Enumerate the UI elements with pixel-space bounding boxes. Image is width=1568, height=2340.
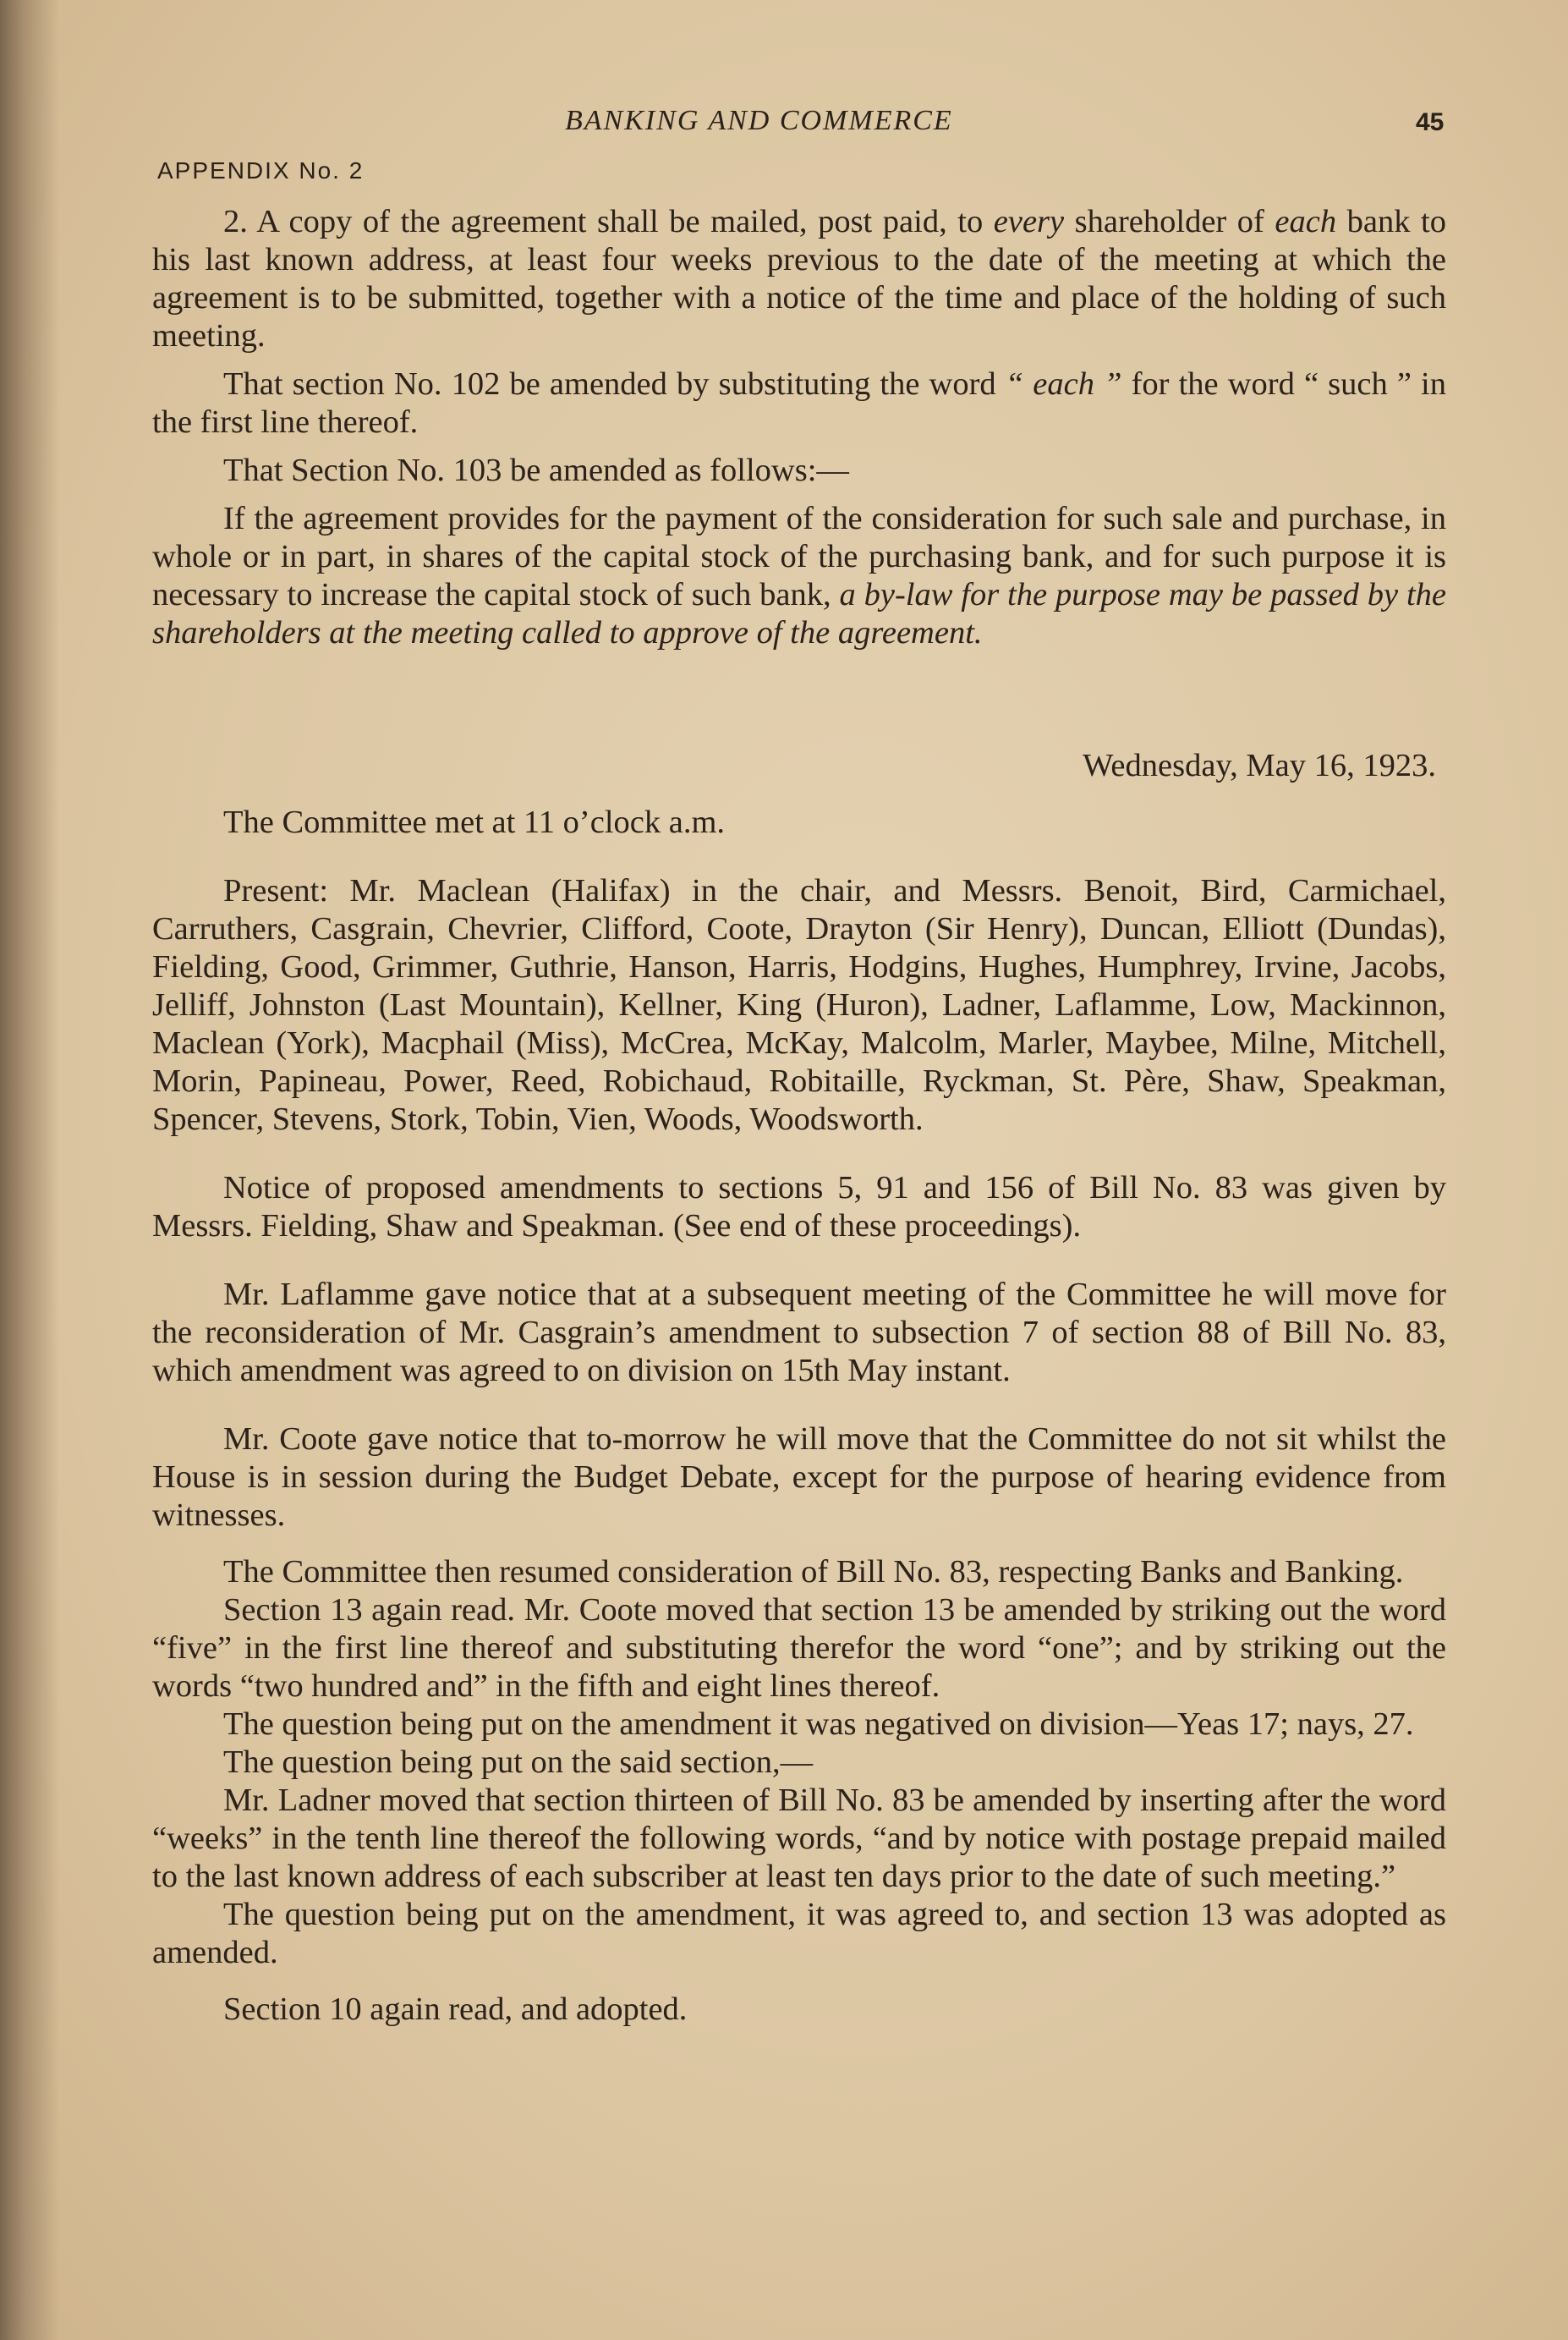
paragraph-laflamme-notice: Mr. Laflamme gave notice that at a subsequent meeting of the Committee he will move for the reconsideration of Mr. Casgrain’s amendment to subsection 7 of section 88 of Bill No. 83, which amendment was agreed to on division on 15th May instant.: [152, 1277, 1446, 1388]
paragraph-question-section: The question being put on the said section,—: [223, 1744, 814, 1780]
running-title: BANKING AND COMMERCE: [565, 105, 953, 136]
paragraph-section-10: Section 10 again read, and adopted.: [223, 1991, 688, 2027]
paragraph-ladner-moved: Mr. Ladner moved that section thirteen of Bill No. 83 be amended by inserting after the word “weeks” in the tenth line thereof the following words, “and by notice with postage prepaid mailed to the last known address of each subscriber at least ten days prior to the date of such meeting.”: [152, 1782, 1446, 1894]
paragraph-section-102: That section No. 102 be amended by substituting the word “ each ” for the word “ such ” in the first line thereof.: [152, 366, 1446, 440]
binding-gutter: [0, 0, 59, 2340]
paragraph-resumed: The Committee then resumed consideration of Bill No. 83, respecting Banks and Banking.: [223, 1554, 1404, 1590]
document-body: [152, 203, 1446, 2029]
paragraph-coote-notice: Mr. Coote gave notice that to-morrow he will move that the Committee do not sit whilst the House is in session during the Budget Debate, except for the purpose of hearing evidence from witnesses.: [152, 1421, 1446, 1533]
page-number: 45: [1416, 108, 1445, 136]
paragraph-section-103-text: If the agreement provides for the payment of the consideration for such sale and purchase, in whole or in part, in shares of the capital stock of the purchasing bank, and for such purpose it is necessary to increase the capital stock of such bank, a by-law for the purpose may be passed by the shareholders at the meeting called to approve of the agreement.: [152, 501, 1446, 651]
paragraph-question-negatived: The question being put on the amendment it was negatived on division—Yeas 17; nays, 27.: [223, 1706, 1414, 1742]
paragraph-agreement-mailing: 2. A copy of the agreement shall be mailed, post paid, to every shareholder of each bank to his last known address, at least four weeks previous to the date of the meeting at which the agreement is to be submitted, together with a notice of the time and place of the holding of such meeting.: [152, 204, 1446, 354]
appendix-label: APPENDIX No. 2: [157, 157, 365, 184]
paragraph-notice-amendments: Notice of proposed amendments to sections 5, 91 and 156 of Bill No. 83 was given by Messrs. Fielding, Shaw and Speakman. (See end of these proceedings).: [152, 1170, 1446, 1244]
page-header: [0, 100, 1568, 151]
paragraph-question-agreed: The question being put on the amendment, it was agreed to, and section 13 was adopted as amended.: [152, 1897, 1446, 1970]
meeting-date: Wednesday, May 16, 1923.: [1083, 748, 1436, 783]
paragraph-committee-met: The Committee met at 11 o’clock a.m.: [223, 805, 726, 840]
paragraph-section-103-intro: That Section No. 103 be amended as follows:—: [223, 453, 849, 488]
paragraph-present: Present: Mr. Maclean (Halifax) in the chair, and Messrs. Benoit, Bird, Carmichael, Carruthers, Casgrain, Chevrier, Clifford, Coote, Drayton (Sir Henry), Duncan, Elliott (Dundas), Fielding, Good, Grimmer, Guthrie, Hanson, Harris, Hodgins, Hughes, Humphrey, Irvine, Jacobs, Jelliff, Johnston (Last Mountain), Kellner, King (Huron), Ladner, Laflamme, Low, Mackinnon, Maclean (York), Macphail (Miss), McCrea, McKay, Malcolm, Marler, Maybee, Milne, Mitchell, Morin, Papineau, Power, Reed, Robichaud, Robitaille, Ryckman, St. Père, Shaw, Speakman, Spencer, Stevens, Stork, Tobin, Vien, Woods, Woodsworth.: [152, 873, 1446, 1137]
paragraph-section-13: Section 13 again read. Mr. Coote moved that section 13 be amended by striking out the word “five” in the first line thereof and substituting therefor the word “one”; and by striking out the words “two hundred and” in the fifth and eight lines thereof.: [152, 1592, 1446, 1704]
